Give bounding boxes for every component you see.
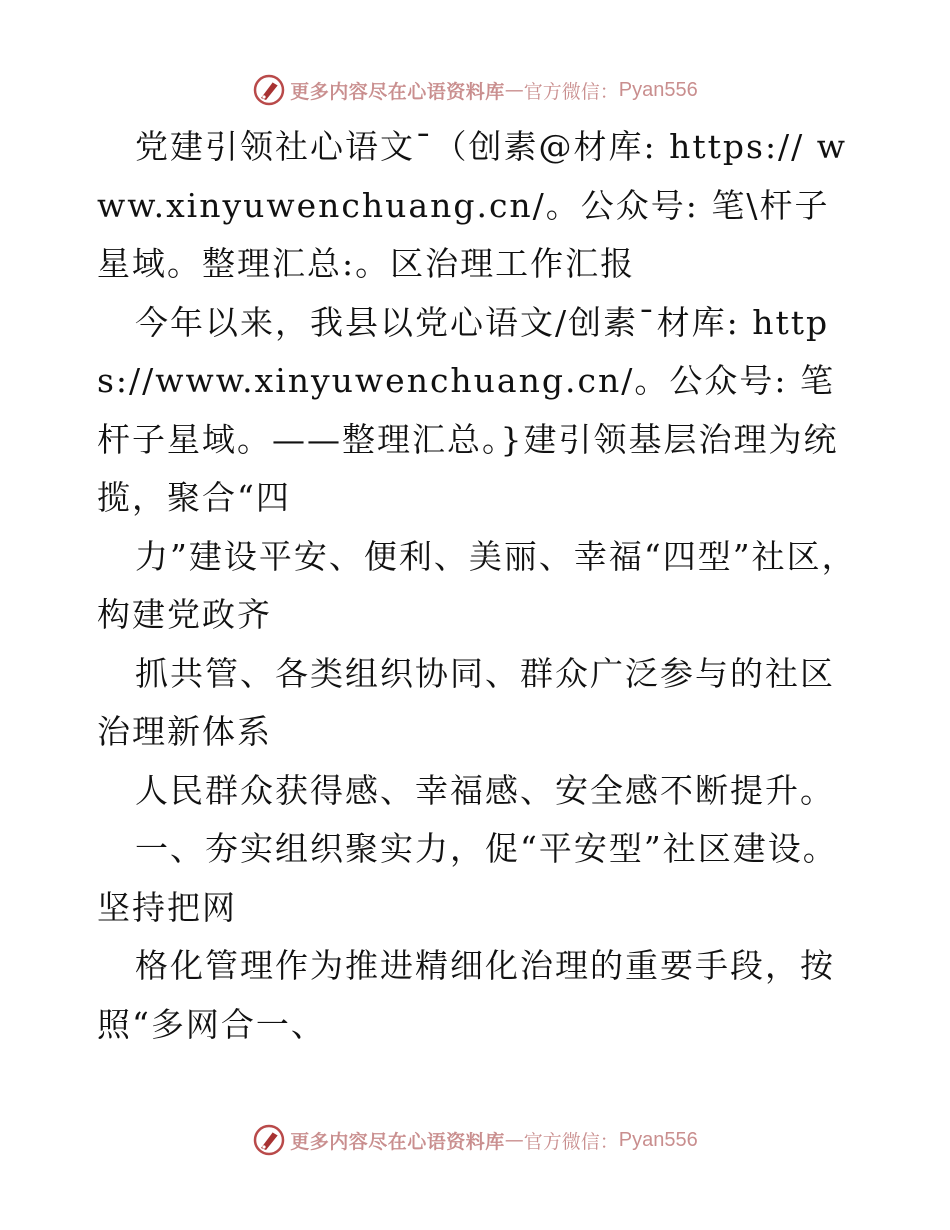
paragraph-4: 抓共管、各类组织协同、群众广泛参与的社区治理新体系 (97, 653, 835, 751)
wechat-id: Pyan556 (618, 1128, 698, 1151)
paragraph-6: 一、夯实组织聚实力，促“平安型”社区建设。坚持把网 (97, 829, 838, 927)
wechat-id: Pyan556 (618, 78, 698, 101)
paragraph-7: 格化管理作为推进精细化治理的重要手段，按照“多网合一、 (97, 946, 835, 1044)
banner-separator: — (504, 1129, 524, 1151)
wechat-label: 官方微信： (523, 80, 619, 103)
pen-nib-circle-icon (252, 1123, 286, 1157)
paragraph-3: 力”建设平安、便利、美丽、幸福“四型”社区，构建党政齐 (97, 536, 857, 634)
header-banner (0, 70, 950, 110)
wechat-label: 官方微信： (523, 1130, 619, 1153)
brand-text: 更多内容尽在心语资料库 (290, 80, 505, 103)
footer-banner (0, 1120, 950, 1160)
document-body (97, 118, 857, 1054)
paragraph-2: 今年以来，我县以党心语文/创素¯材库: https://www.xinyuwenchuang.cn/。公众号: 笔杆子星域。——整理汇总。}建引领基层治理为统揽，聚合“四 (97, 302, 839, 517)
banner-separator: — (504, 79, 524, 101)
paragraph-5: 人民群众获得感、幸福感、安全感不断提升。 (135, 770, 835, 810)
paragraph-1: 党建引领社心语文¯（创素@材库: https:// www.xinyuwenchuang.cn/。公众号: 笔\杆子星域。整理汇总:。区治理工作汇报 (97, 127, 848, 283)
brand-text: 更多内容尽在心语资料库 (290, 1130, 505, 1153)
pen-nib-circle-icon (252, 73, 286, 107)
